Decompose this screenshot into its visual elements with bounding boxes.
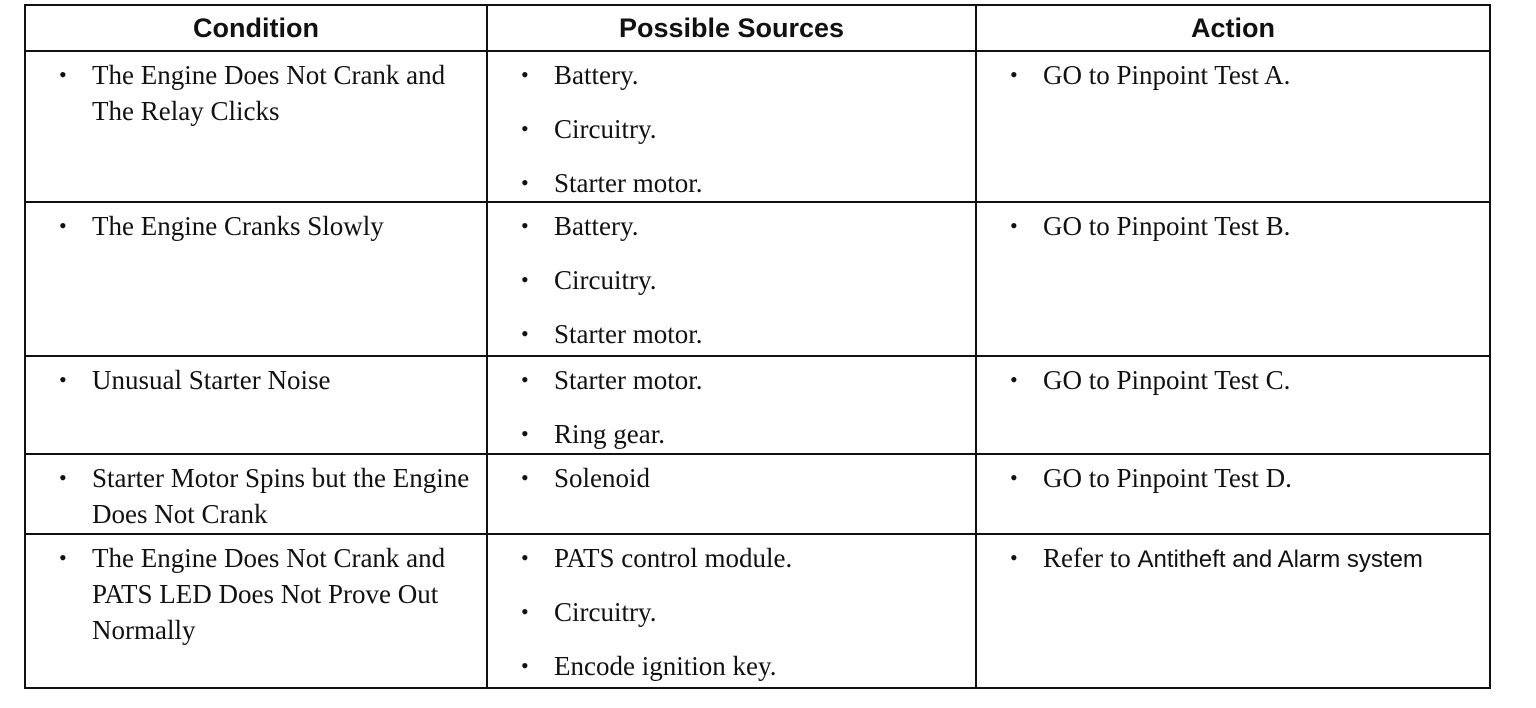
list-item <box>488 111 975 147</box>
condition-text: The Engine Does Not Crank and The Relay Clicks <box>92 60 446 126</box>
bullet-icon: • <box>59 367 67 392</box>
header-action: Action <box>976 5 1490 51</box>
list-item <box>977 57 1489 93</box>
bullet-icon: • <box>521 367 529 392</box>
bullet-icon: • <box>59 545 67 570</box>
action-text: GO to Pinpoint Test B. <box>1043 211 1291 241</box>
bullet-icon: • <box>521 653 529 678</box>
list-item <box>488 460 975 496</box>
list-item <box>488 540 975 576</box>
list-item <box>488 416 975 452</box>
bullet-icon: • <box>59 62 67 87</box>
list-item <box>488 165 975 201</box>
list-item <box>488 208 975 244</box>
table-row <box>25 51 1490 202</box>
bullet-icon: • <box>521 321 529 346</box>
table-row <box>25 356 1490 454</box>
list-item <box>488 648 975 684</box>
action-cell <box>976 534 1490 688</box>
list-item <box>488 316 975 352</box>
list-item <box>26 208 486 244</box>
list-item <box>26 540 486 648</box>
bullet-icon: • <box>521 62 529 87</box>
action-text: GO to Pinpoint Test C. <box>1043 365 1291 395</box>
list-item <box>977 208 1489 244</box>
list-item <box>977 362 1489 398</box>
source-text: Solenoid <box>554 463 651 493</box>
bullet-icon: • <box>1010 62 1018 87</box>
action-cell <box>976 202 1490 356</box>
sources-cell <box>487 202 976 356</box>
list-item <box>26 57 486 129</box>
list-item <box>26 362 486 398</box>
bullet-icon: • <box>1010 367 1018 392</box>
condition-cell <box>25 454 487 534</box>
bullet-icon: • <box>521 545 529 570</box>
sources-cell <box>487 51 976 202</box>
bullet-icon: • <box>521 213 529 238</box>
diagnosis-table <box>24 4 1491 689</box>
bullet-icon: • <box>59 465 67 490</box>
bullet-icon: • <box>521 599 529 624</box>
condition-text: Unusual Starter Noise <box>92 365 331 395</box>
source-text: Battery. <box>554 211 639 241</box>
header-possible-sources: Possible Sources <box>487 5 976 51</box>
condition-cell <box>25 356 487 454</box>
sources-cell <box>487 534 976 688</box>
source-text: Starter motor. <box>554 365 703 395</box>
condition-cell <box>25 534 487 688</box>
action-cell <box>976 454 1490 534</box>
list-item <box>488 594 975 630</box>
action-text: GO to Pinpoint Test A. <box>1043 60 1291 90</box>
bullet-icon: • <box>521 116 529 141</box>
condition-text: The Engine Cranks Slowly <box>92 211 384 241</box>
condition-text: The Engine Does Not Crank and PATS LED Does Not Prove Out Normally <box>92 543 446 645</box>
source-text: Ring gear. <box>554 419 665 449</box>
condition-text: Starter Motor Spins but the Engine Does Not Crank <box>92 463 470 529</box>
header-row <box>25 5 1490 51</box>
condition-cell <box>25 202 487 356</box>
action-reference-text: Antitheft and Alarm system <box>1137 546 1423 573</box>
source-text: Circuitry. <box>554 265 657 295</box>
source-text: Circuitry. <box>554 114 657 144</box>
list-item <box>977 460 1489 496</box>
action-cell <box>976 51 1490 202</box>
action-text: Refer to <box>1043 543 1131 573</box>
bullet-icon: • <box>1010 213 1018 238</box>
source-text: Encode ignition key. <box>554 651 777 681</box>
bullet-icon: • <box>59 213 67 238</box>
bullet-icon: • <box>521 267 529 292</box>
source-text: PATS control module. <box>554 543 793 573</box>
source-text: Starter motor. <box>554 168 703 198</box>
bullet-icon: • <box>1010 465 1018 490</box>
bullet-icon: • <box>521 465 529 490</box>
header-condition: Condition <box>25 5 487 51</box>
bullet-icon: • <box>521 170 529 195</box>
sources-cell <box>487 356 976 454</box>
list-item <box>977 540 1489 578</box>
table-row <box>25 534 1490 688</box>
condition-cell <box>25 51 487 202</box>
table-row <box>25 202 1490 356</box>
source-text: Circuitry. <box>554 597 657 627</box>
list-item <box>26 460 486 532</box>
table-row <box>25 454 1490 534</box>
source-text: Battery. <box>554 60 639 90</box>
bullet-icon: • <box>1010 545 1018 570</box>
sources-cell <box>487 454 976 534</box>
list-item <box>488 57 975 93</box>
source-text: Starter motor. <box>554 319 703 349</box>
action-cell <box>976 356 1490 454</box>
action-text: GO to Pinpoint Test D. <box>1043 463 1292 493</box>
bullet-icon: • <box>521 421 529 446</box>
list-item <box>488 262 975 298</box>
list-item <box>488 362 975 398</box>
